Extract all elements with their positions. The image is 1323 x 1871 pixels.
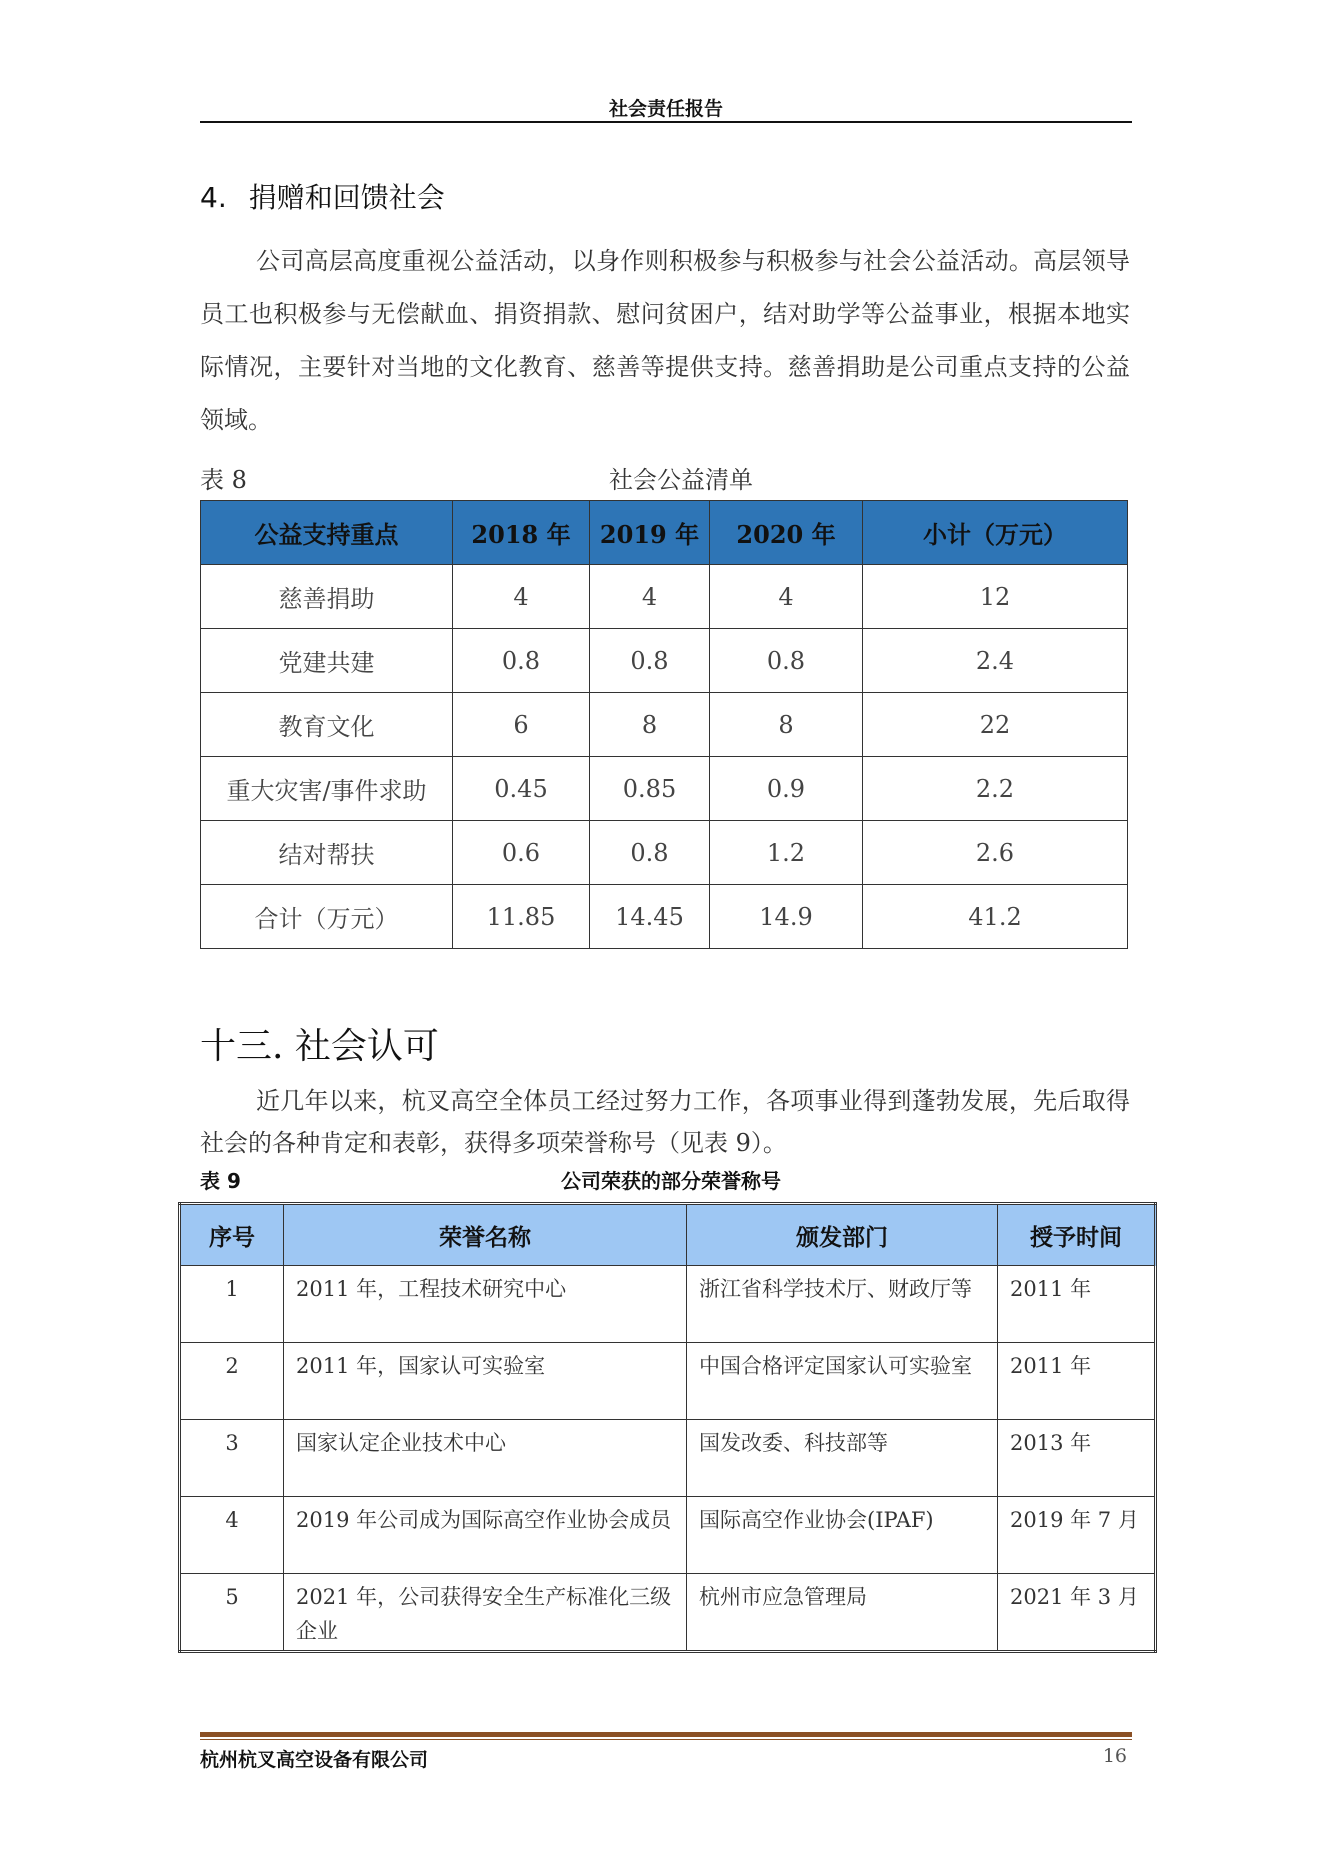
table-cell: 4: [453, 565, 590, 629]
table-cell: 中国合格评定国家认可实验室: [687, 1343, 998, 1420]
table-cell: 0.9: [710, 757, 863, 821]
table-row: [201, 565, 1128, 629]
table-cell: 0.8: [590, 629, 710, 693]
table-cell: 浙江省科学技术厅、财政厅等: [687, 1266, 998, 1343]
table-cell: 4: [180, 1497, 284, 1574]
table-cell: 8: [590, 693, 710, 757]
table-8-header: 2019 年: [590, 501, 710, 565]
table-cell: 教育文化: [201, 693, 453, 757]
table-row: [180, 1266, 1156, 1343]
table-cell: 41.2: [863, 885, 1128, 949]
footer-rule-thin: [200, 1739, 1132, 1740]
table-9-header: 颁发部门: [687, 1204, 998, 1266]
table-cell: 2011 年，工程技术研究中心: [284, 1266, 687, 1343]
table-total-row: [201, 885, 1128, 949]
table-cell: 国际高空作业协会(IPAF): [687, 1497, 998, 1574]
table-row: [180, 1420, 1156, 1497]
table-8-number: 表 8: [200, 466, 247, 494]
table-row: [201, 821, 1128, 885]
table-row: [201, 693, 1128, 757]
table-cell: 1.2: [710, 821, 863, 885]
page-number: 16: [1102, 1745, 1127, 1767]
section-4-number: 4.: [200, 181, 227, 214]
table-cell: 14.45: [590, 885, 710, 949]
table-cell: 2011 年，国家认可实验室: [284, 1343, 687, 1420]
table-9-header-row: [180, 1204, 1156, 1266]
table-cell: 4: [590, 565, 710, 629]
page-header-title: 社会责任报告: [608, 98, 723, 120]
table-cell: 2.2: [863, 757, 1128, 821]
table-cell: 2013 年: [998, 1420, 1156, 1497]
header-rule: [200, 121, 1132, 123]
table-cell: 2011 年: [998, 1266, 1156, 1343]
table-cell: 4: [710, 565, 863, 629]
table-8-header-row: [201, 501, 1128, 565]
table-cell: 0.45: [453, 757, 590, 821]
table-9-number: 表 9: [200, 1169, 241, 1193]
section-4-title: 捐赠和回馈社会: [248, 181, 445, 214]
table-cell: 国发改委、科技部等: [687, 1420, 998, 1497]
table-cell: 14.9: [710, 885, 863, 949]
section-13-heading: 十三. 社会认可: [200, 1026, 439, 1067]
section-4-heading: [200, 176, 445, 216]
footer-company: 杭州杭叉高空设备有限公司: [200, 1749, 429, 1771]
table-cell: 8: [710, 693, 863, 757]
table-cell: 2019 年公司成为国际高空作业协会成员: [284, 1497, 687, 1574]
table-cell: 慈善捐助: [201, 565, 453, 629]
section-4-paragraph: 公司高层高度重视公益活动，以身作则积极参与积极参与社会公益活动。高层领导员工也积极参与无偿献血、捐资捐款、慰问贫困户，结对助学等公益事业，根据本地实际情况，主要针对当地的文化教育、慈善等提供支持。慈善捐助是公司重点支持的公益领域。: [200, 247, 1130, 434]
table-cell: 6: [453, 693, 590, 757]
table-9: [178, 1202, 1157, 1653]
table-cell: 国家认定企业技术中心: [284, 1420, 687, 1497]
table-cell: 0.8: [710, 629, 863, 693]
table-8-header: 2020 年: [710, 501, 863, 565]
table-row: [180, 1574, 1156, 1652]
table-cell: 1: [180, 1266, 284, 1343]
table-8-header: 公益支持重点: [201, 501, 453, 565]
table-cell: 重大灾害/事件求助: [201, 757, 453, 821]
table-cell: 2: [180, 1343, 284, 1420]
table-row: [201, 629, 1128, 693]
table-cell: 党建共建: [201, 629, 453, 693]
table-cell: 杭州市应急管理局: [687, 1574, 998, 1652]
table-9-title: 公司荣获的部分荣誉称号: [561, 1169, 781, 1193]
table-8-title: 社会公益清单: [609, 466, 753, 494]
table-cell: 2011 年: [998, 1343, 1156, 1420]
table-cell: 3: [180, 1420, 284, 1497]
table-9-header: 序号: [180, 1204, 284, 1266]
table-9-caption: [200, 1165, 1132, 1194]
table-8-header: 小计（万元）: [863, 501, 1128, 565]
footer-rule: [200, 1732, 1132, 1737]
table-cell: 2.6: [863, 821, 1128, 885]
table-cell: 0.8: [453, 629, 590, 693]
table-cell: 12: [863, 565, 1128, 629]
table-cell: 11.85: [453, 885, 590, 949]
table-row: [180, 1497, 1156, 1574]
table-cell: 0.8: [590, 821, 710, 885]
table-8: [200, 500, 1128, 949]
table-row: [180, 1343, 1156, 1420]
table-cell: 2021 年 3 月: [998, 1574, 1156, 1652]
table-cell: 2019 年 7 月: [998, 1497, 1156, 1574]
table-cell: 22: [863, 693, 1128, 757]
table-cell: 2.4: [863, 629, 1128, 693]
table-cell: 合计（万元）: [201, 885, 453, 949]
table-row: [201, 757, 1128, 821]
table-cell: 0.6: [453, 821, 590, 885]
table-cell: 5: [180, 1574, 284, 1652]
table-9-header: 授予时间: [998, 1204, 1156, 1266]
table-8-caption: [200, 460, 1132, 495]
table-8-header: 2018 年: [453, 501, 590, 565]
section-13-paragraph: 近几年以来，杭叉高空全体员工经过努力工作，各项事业得到蓬勃发展，先后取得社会的各种肯定和表彰，获得多项荣誉称号（见表 9）。: [200, 1087, 1130, 1157]
table-cell: 2021 年，公司获得安全生产标准化三级企业: [284, 1574, 687, 1652]
table-cell: 结对帮扶: [201, 821, 453, 885]
table-cell: 0.85: [590, 757, 710, 821]
table-9-header: 荣誉名称: [284, 1204, 687, 1266]
